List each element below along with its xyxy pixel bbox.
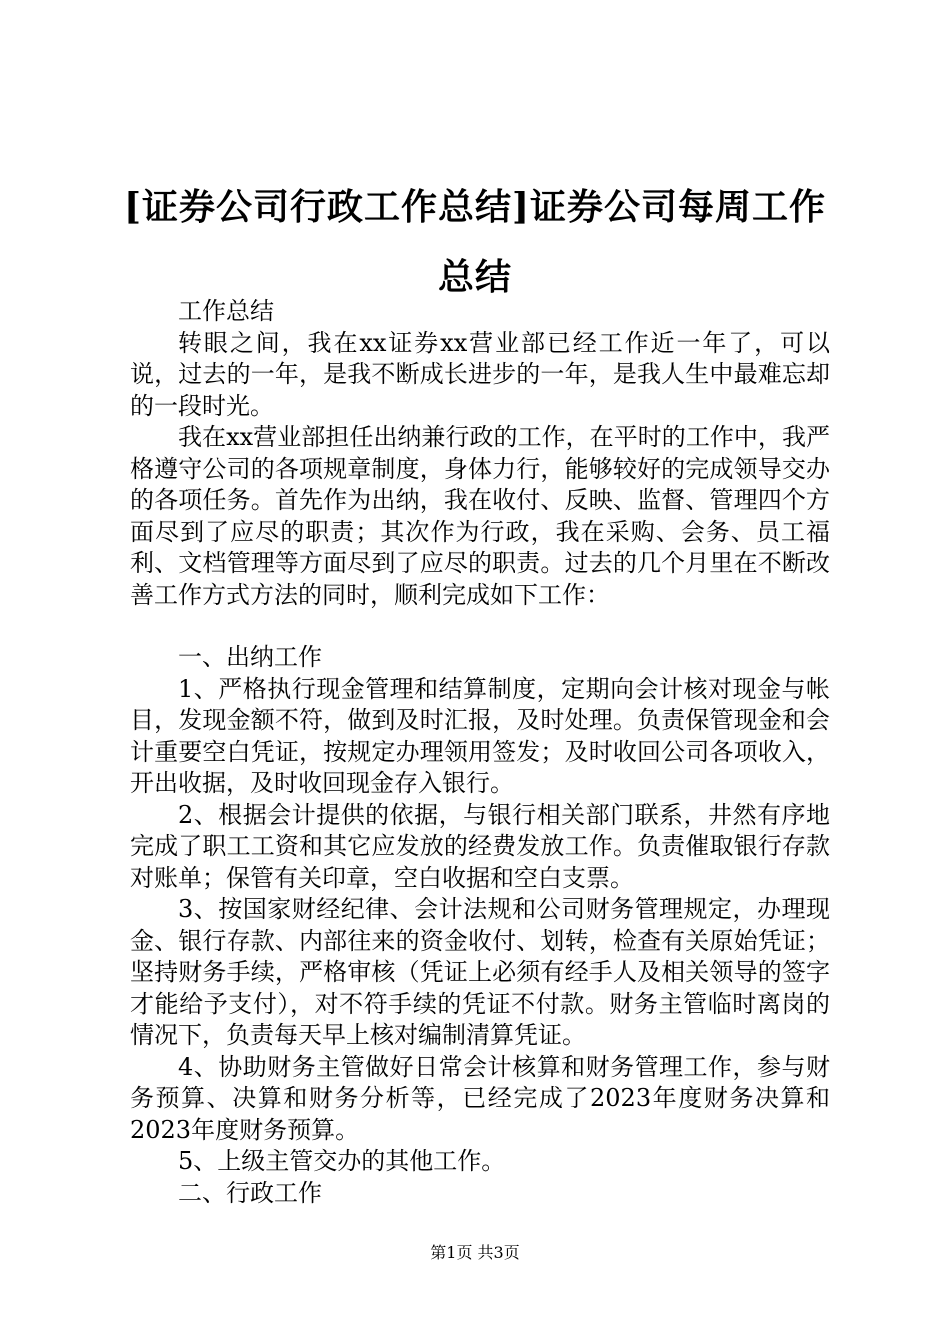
section-heading-admin: 二、行政工作 [178,1178,322,1207]
page-number: 第1页 共3页 [430,1243,520,1262]
document-body [130,296,830,1209]
paragraph-intro: 转眼之间，我在xx证券xx营业部已经工作近一年了，可以说，过去的一年，是我不断成长进步的一年，是我人生中最难忘却的一段时光。 [130,328,830,420]
list-item: 1、严格执行现金管理和结算制度，定期向会计核对现金与帐目，发现金额不符，做到及时汇报，及时处理。负责保管现金和会计重要空白凭证，按规定办理领用签发；及时收回公司各项收入，开出收据，及时收回现金存入银行。 [130,674,830,797]
list-item: 3、按国家财经纪律、会计法规和公司财务管理规定，办理现金、银行存款、内部往来的资金收付、划转，检查有关原始凭证；坚持财务手续，严格审核（凭证上必须有经手人及相关领导的签字才能给予支付），对不符手续的凭证不付款。财务主管临时离岗的情况下，负责每天早上核对编制清算凭证。 [130,895,830,1049]
paragraph-role: 我在xx营业部担任出纳兼行政的工作，在平时的工作中，我严格遵守公司的各项规章制度，身体力行，能够较好的完成领导交办的各项任务。首先作为出纳，我在收付、反映、监督、管理四个方面尽到了应尽的职责；其次作为行政，我在采购、会务、员工福利、文档管理等方面尽到了应尽的职责。过去的几个月里在不断改善工作方式方法的同时，顺利完成如下工作： [130,423,830,609]
paragraph-spacer [130,611,830,642]
list-item: 5、上级主管交办的其他工作。 [178,1147,506,1175]
list-item: 4、协助财务主管做好日常会计核算和财务管理工作，参与财务预算、决算和财务分析等，已经完成了2023年度财务决算和2023年度财务预算。 [130,1052,830,1144]
document-title: [证券公司行政工作总结]证券公司每周工作总结 [123,186,827,298]
paragraph-heading: 工作总结 [178,297,274,325]
list-item: 2、根据会计提供的依据，与银行相关部门联系，井然有序地完成了职工工资和其它应发放的经费发放工作。负责催取银行存款对账单；保管有关印章，空白收据和空白支票。 [130,800,830,892]
section-heading-cashier: 一、出纳工作 [178,643,322,671]
